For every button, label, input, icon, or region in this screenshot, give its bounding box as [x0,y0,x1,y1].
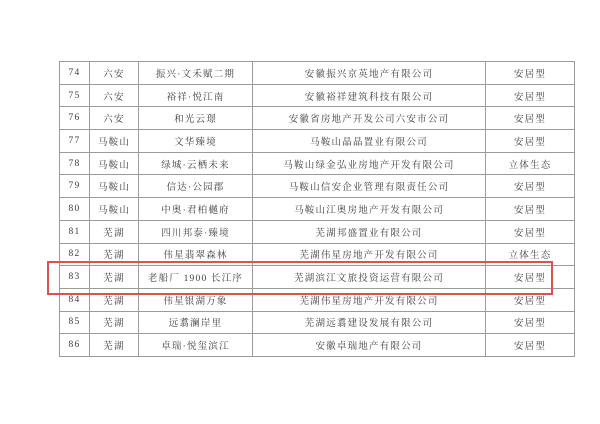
table-row [60,220,575,243]
cell-project: 伟星银湖万象 [139,288,253,311]
cell-type: 安居型 [486,198,575,221]
cell-type: 安居型 [486,334,575,357]
cell-company: 马鞍山江奥房地产开发有限公司 [253,198,486,221]
cell-type: 安居型 [486,130,575,153]
cell-city: 马鞍山 [90,152,139,175]
cell-type: 立体生态 [486,152,575,175]
cell-type: 安居型 [486,266,575,289]
cell-project: 四川邦泰·臻境 [139,220,253,243]
project-list-table [59,61,575,357]
table-row [60,130,575,153]
cell-type: 安居型 [486,84,575,107]
cell-city: 芜湖 [90,243,139,266]
table-row [60,311,575,334]
table-row-highlighted [60,266,575,289]
table-row [60,62,575,85]
table-row [60,84,575,107]
cell-no: 83 [60,266,90,289]
cell-company: 芜湖邦盛置业有限公司 [253,220,486,243]
cell-no: 84 [60,288,90,311]
cell-type: 安居型 [486,62,575,85]
cell-project: 裕祥·悦江南 [139,84,253,107]
cell-city: 六安 [90,62,139,85]
cell-company: 芜湖远翥建设发展有限公司 [253,311,486,334]
cell-project: 信达·公园郡 [139,175,253,198]
cell-company: 芜湖伟星房地产开发有限公司 [253,288,486,311]
cell-company: 芜湖伟星房地产开发有限公司 [253,243,486,266]
cell-project: 远翥澜岸里 [139,311,253,334]
cell-no: 74 [60,62,90,85]
cell-city: 芜湖 [90,311,139,334]
cell-company: 马鞍山绿金弘业房地产开发有限公司 [253,152,486,175]
cell-city: 芜湖 [90,266,139,289]
table-row [60,243,575,266]
cell-no: 85 [60,311,90,334]
cell-city: 六安 [90,107,139,130]
cell-no: 78 [60,152,90,175]
cell-company: 安徽省房地产开发公司六安市公司 [253,107,486,130]
cell-project: 伟星翡翠森林 [139,243,253,266]
table-row [60,288,575,311]
cell-no: 76 [60,107,90,130]
cell-city: 六安 [90,84,139,107]
cell-city: 马鞍山 [90,198,139,221]
cell-project: 和光云璟 [139,107,253,130]
cell-city: 芜湖 [90,220,139,243]
cell-city: 芜湖 [90,334,139,357]
cell-no: 79 [60,175,90,198]
cell-city: 马鞍山 [90,175,139,198]
cell-type: 安居型 [486,288,575,311]
cell-no: 86 [60,334,90,357]
cell-project: 中奥·君柏樾府 [139,198,253,221]
table-row [60,152,575,175]
table-row [60,198,575,221]
cell-no: 81 [60,220,90,243]
cell-type: 安居型 [486,107,575,130]
cell-no: 75 [60,84,90,107]
cell-type: 安居型 [486,220,575,243]
cell-type: 安居型 [486,311,575,334]
table-row [60,107,575,130]
cell-type: 立体生态 [486,243,575,266]
cell-project: 老船厂 1900 长江序 [139,266,253,289]
cell-project: 文华臻境 [139,130,253,153]
table-body [60,62,575,357]
cell-project: 卓瑞·悦玺滨江 [139,334,253,357]
cell-project: 绿城·云栖未来 [139,152,253,175]
cell-city: 马鞍山 [90,130,139,153]
table-row [60,175,575,198]
cell-company: 安徽振兴京英地产有限公司 [253,62,486,85]
cell-company: 马鞍山晶晶置业有限公司 [253,130,486,153]
cell-company: 马鞍山信安企业管理有限责任公司 [253,175,486,198]
cell-city: 芜湖 [90,288,139,311]
cell-company: 芜湖滨江文旅投资运营有限公司 [253,266,486,289]
cell-no: 80 [60,198,90,221]
cell-company: 安徽卓瑞地产有限公司 [253,334,486,357]
cell-no: 77 [60,130,90,153]
cell-company: 安徽裕祥建筑科技有限公司 [253,84,486,107]
table-row [60,334,575,357]
cell-project: 振兴·文禾赋二期 [139,62,253,85]
cell-no: 82 [60,243,90,266]
cell-type: 安居型 [486,175,575,198]
